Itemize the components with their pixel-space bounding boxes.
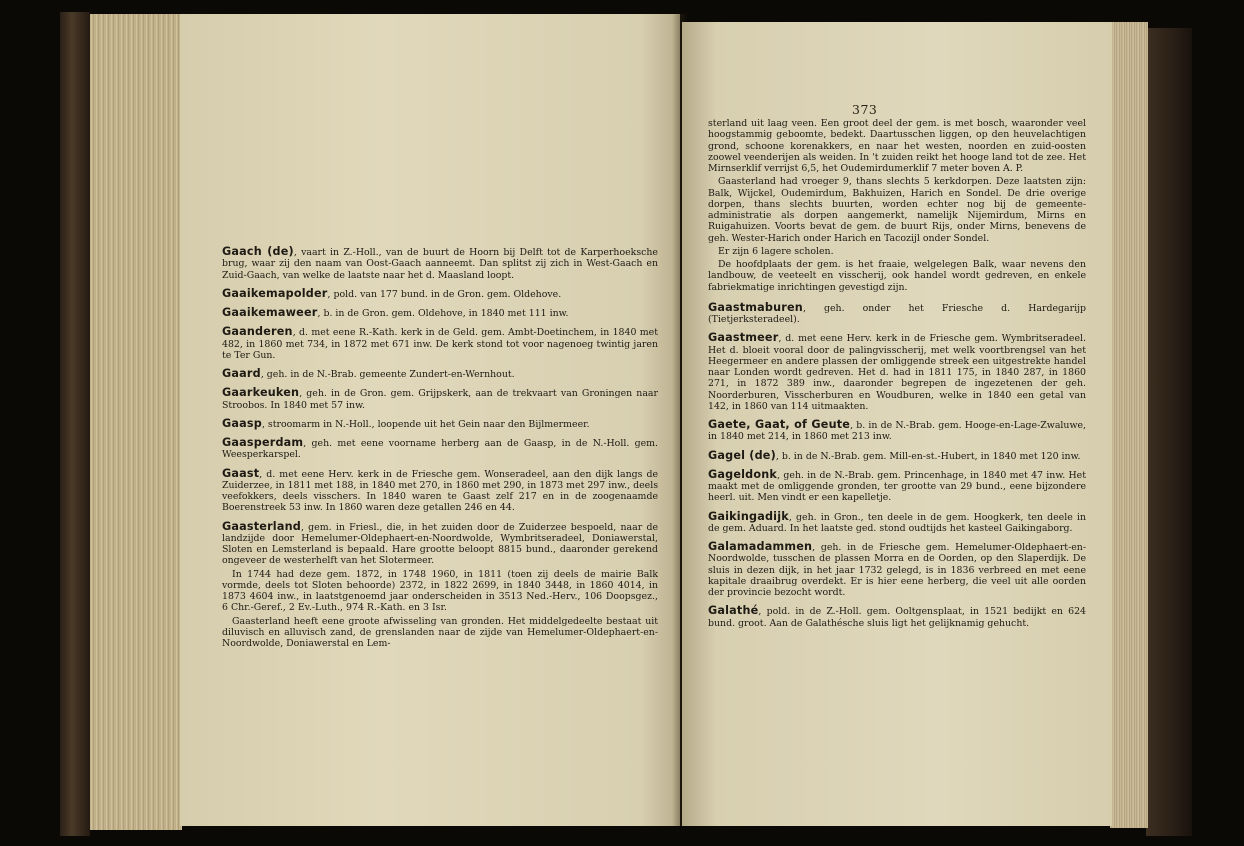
paragraph: Gaasterland heeft eene groote afwisseling van gronden. Het middelgedeelte bestaat uit diluvisch en alluvisch zand, de grenslanden naar de zijde van Hemelumer-Oldephaert-en-Noordwolde, Doniawerstal en Lem- (222, 615, 658, 649)
page-edges-left (90, 14, 182, 830)
entry-text: , b. in de N.-Brab. gem. Hooge-en-Lage-Zwaluwe, in 1840 met 214, in 1860 met 213 inw. (708, 420, 1086, 443)
entry-text: , vaart in Z.-Holl., van de buurt de Hoorn bij Delft tot de Karperhoeksche brug, waar zij den naam van Oost-Gaach aanneemt. Dan splitst zij zich in West-Gaach en Zuid-Gaach, van welke de laatste naar het d. Maasland loopt. (222, 247, 658, 281)
headword: Gaastmaburen (708, 300, 803, 314)
entry (708, 469, 1086, 504)
headword: Gaasterland (222, 519, 301, 533)
entry-text: , pold. in de Z.-Holl. gem. Ooltgensplaat, in 1521 bedijkt en 624 bund. groot. Aan de Galathésche sluis ligt het gelijknamig gehucht. (708, 606, 1086, 629)
paragraph: sterland uit laag veen. Een groot deel der gem. is met bosch, waaronder veel hoogstammig geboomte, bedekt. Daartusschen liggen, op den heuvelachtigen grond, schoone korenakkers, en naar het westen, noorden en zuid-oosten zoowel veenderijen als weiden. In 't zuiden reikt het hooge land tot de zee. Het Mirnserklif verrijst 6,5, het Oudemirdumerklif 7 meter boven A. P. (708, 118, 1086, 174)
open-book (60, 8, 1190, 840)
entry (708, 605, 1086, 629)
entry-text: , stroomarm in N.-Holl., loopende uit het Gein naar den Bijlmermeer. (261, 418, 590, 430)
headword: Gaastmeer (708, 331, 779, 345)
entry (222, 246, 658, 281)
entry-text: , geh. in de Friesche gem. Hemelumer-Oldephaert-en-Noordwolde, tusschen de plassen Morra en de Oorden, op den Slaperdijk. De sluis in dezen dijk, in het jaar 1732 gelegd, is in 1836 verbreed en met eene kapitale draaibrug overdekt. Er is hier eene herberg, die veel uit alle oorden der provincie bezocht wordt. (708, 542, 1086, 598)
headword: Gaaikemaweer (222, 306, 318, 319)
headword: Gaach (de) (222, 245, 294, 258)
book-cover-right (1146, 28, 1192, 836)
entry (222, 437, 658, 461)
right-column (708, 118, 1086, 636)
entry (708, 511, 1086, 535)
entry-text: , geh. onder het Friesche d. Hardegarijp (Tietjerksteradeel). (708, 302, 1086, 325)
page-edges-right (1110, 22, 1148, 828)
entry (708, 541, 1086, 598)
book-cover-left (60, 12, 90, 836)
entry-text: , geh. in Gron., ten deele in de gem. Hoogkerk, ten deele in de gem. Aduard. In het laatste ged. stond oudtijds het kasteel Gaikingaborg. (708, 511, 1086, 534)
entry (222, 387, 658, 411)
entry (222, 521, 658, 567)
right-page (682, 22, 1112, 826)
entry (708, 419, 1086, 443)
entry (222, 288, 658, 300)
entry (222, 418, 658, 430)
entry-text: , b. in de Gron. gem. Oldehove, in 1840 met 111 inw. (317, 308, 569, 319)
entry-text: , geh. in de N.-Brab. gem. Princenhage, in 1840 met 47 inw. Het maakt met de omliggende gronden, ter grootte van 29 bund., eene bijzondere heerl. uit. Men vindt er een kapelletje. (708, 469, 1086, 504)
entry-text: , geh. in de Gron. gem. Grijpskerk, aan de trekvaart van Groningen naar Stroobos. In 1840 met 57 inw. (222, 388, 658, 411)
entry-text: , d. met eene Herv. kerk in de Friesche gem. Wymbritseradeel. Het d. bloeit vooral door de palingvisscherij, met welk voortbrengsel van het Heegermeer en andere plassen der omliggende streek een uitgestrekte handel naar Londen wordt gedreven. Het d. had in 1811 175, in 1840 287, in 1860 271, in 1872 389 inw., daaronder begrepen de ingezetenen der geh. Noorderburen, Visscherburen en Woudburen, welke in 1840 een getal van 142, in 1860 van 114 uitmaakten. (708, 333, 1086, 412)
headword: Gaasp (222, 416, 262, 430)
entry-text: , d. met eene Herv. kerk in de Friesche gem. Wonseradeel, aan den dijk langs de Zuiderzee, in 1811 met 188, in 1840 met 270, in 1860 met 290, in 1873 met 297 inw., deels veefokkers, deels visschers. In 1840 waren te Gaast zelf 217 en in de zoogenaamde Boerenstreek 53 inw. In 1860 waren deze getallen 246 en 44. (222, 468, 658, 514)
entry (708, 302, 1086, 326)
headword: Gaasperdam (222, 436, 304, 449)
paragraph: Gaasterland had vroeger 9, thans slechts 5 kerkdorpen. Deze laatsten zijn: Balk, Wijckel, Oudemirdum, Bakhuizen, Harich en Sondel. De drie overige dorpen, thans slechts buurten, worden echter nog bij de gemeente-administratie als dorpen aangemerkt, namelijk Nijemirdum, Mirns en Ruigahuizen. Voorts bevat de gem. de buurt Rijs, onder Mirns, benevens de geh. Wester-Harich onder Harich en Tacozijl onder Sondel. (708, 176, 1086, 244)
entry-text: , d. met eene R.-Kath. kerk in de Geld. gem. Ambt-Doetinchem, in 1840 met 482, in 1860 met 734, in 1872 met 671 inw. De kerk stond tot voor nagenoeg twintig jaren te Ter Gun. (222, 327, 658, 361)
paragraph: De hoofdplaats der gem. is het fraaie, welgelegen Balk, waar nevens den landbouw, de veeteelt en visscherij, ook handel wordt gedreven, en enkele fabriekmatige inrichtingen gevestigd zijn. (708, 259, 1086, 293)
left-page (180, 14, 680, 826)
page-number: 373 (852, 102, 878, 117)
entry-text: , b. in de N.-Brab. gem. Mill-en-st.-Hubert, in 1840 met 120 inw. (775, 450, 1081, 462)
entry (708, 332, 1086, 412)
entry-text: , pold. van 177 bund. in de Gron. gem. Oldehove. (327, 288, 562, 300)
headword: Gaast (222, 466, 260, 480)
headword: Gaete, Gaat, of Geute (708, 418, 851, 431)
paragraph: In 1744 had deze gem. 1872, in 1748 1960, in 1811 (toen zij deels de mairie Balk vormde, deels tot Sloten behoorde) 2372, in 1822 2699, in 1840 3448, in 1860 4014, in 1873 4604 inw., in laatstgenoemd jaar onderscheiden in 3513 Ned.-Herv., 106 Doopsgez., 6 Chr.-Geref., 2 Ev.-Luth., 974 R.-Kath. en 3 Isr. (222, 568, 658, 614)
headword: Gaikingadijk (708, 509, 789, 523)
headword: Gaaikemapolder (222, 286, 328, 300)
entry (222, 468, 658, 514)
headword: Gageldonk (708, 467, 778, 481)
headword: Gagel (de) (708, 448, 776, 462)
left-column (222, 246, 658, 649)
entry (222, 326, 658, 361)
paragraph: Er zijn 6 lagere scholen. (718, 245, 834, 257)
headword: Gaanderen (222, 325, 293, 339)
entry (222, 307, 658, 319)
entry (708, 450, 1086, 462)
headword: Gaard (222, 367, 261, 380)
entry-text: , gem. in Friesl., die, in het zuiden door de Zuiderzee bespoeld, naar de landzijde door Hemelumer-Oldephaert-en-Noordwolde, Wymbritseradeel, Doniawerstal, Sloten en Lemsterland is bepaald. Hare grootte beloopt 8815 bund., daaronder gerekend ongeveer de westerhelft van het Slotermeer. (222, 521, 658, 567)
headword: Galamadammen (708, 540, 813, 553)
entry (222, 368, 658, 380)
headword: Galathé (708, 604, 759, 618)
entry-text: , geh. met eene voorname herberg aan de Gaasp, in de N.-Holl. gem. Weesperkarspel. (222, 438, 658, 461)
headword: Gaarkeuken (222, 386, 300, 400)
entry-text: , geh. in de N.-Brab. gemeente Zundert-en-Wernhout. (260, 369, 515, 380)
